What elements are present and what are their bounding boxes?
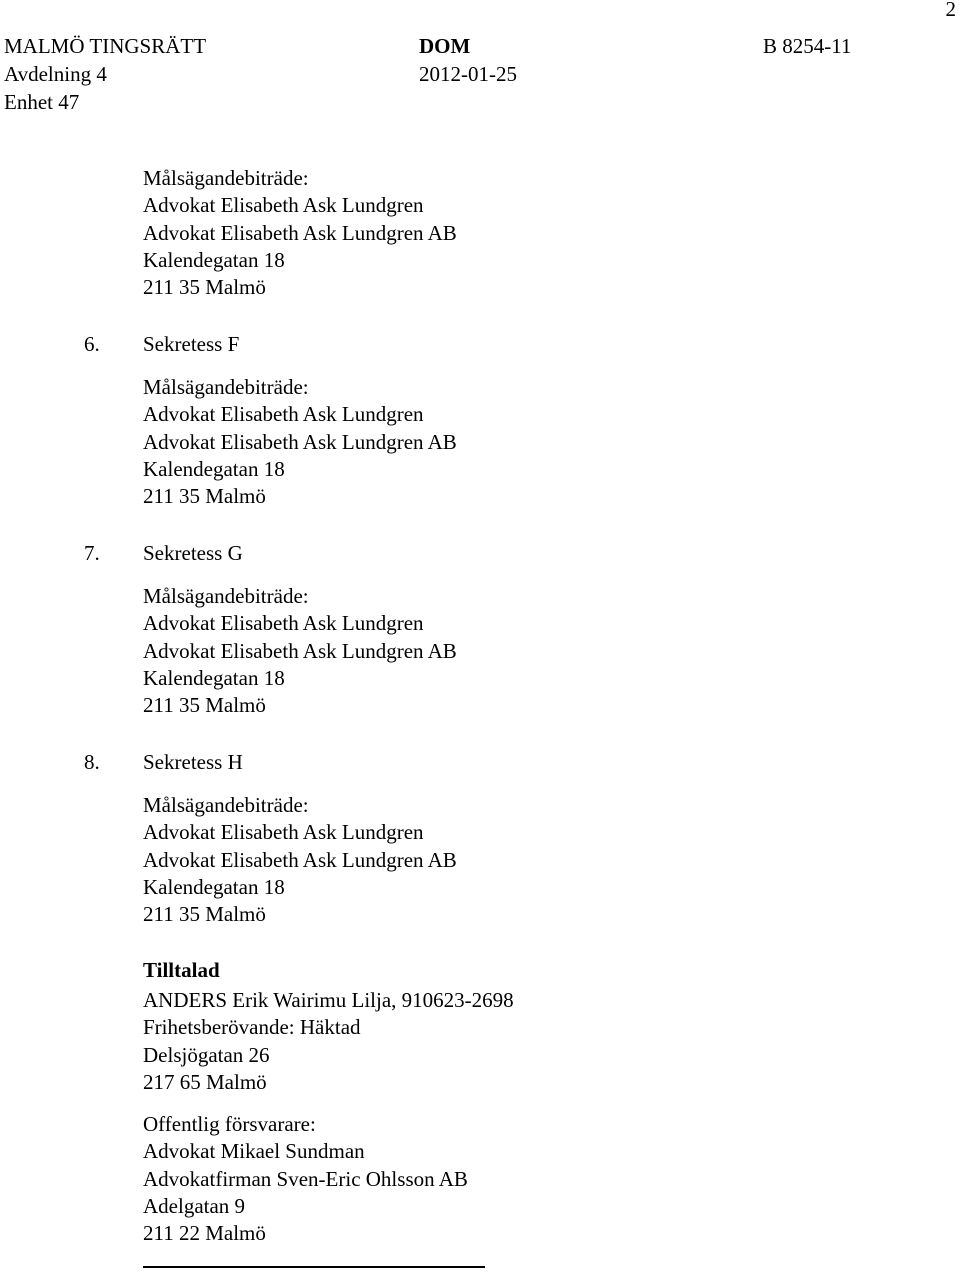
defense-counsel-name: Advokat Mikael Sundman	[143, 1139, 365, 1164]
item-title: Sekretess F	[143, 332, 240, 356]
counsel-block	[143, 165, 457, 301]
defendant-street: Delsjögatan 26	[143, 1042, 270, 1067]
defendant-custody: Frihetsberövande: Häktad	[143, 1015, 361, 1040]
document-type: DOM	[419, 34, 471, 58]
counsel-street: Kalendegatan 18	[143, 874, 285, 899]
court-unit: Enhet 47	[4, 90, 80, 114]
counsel-city: 211 35 Malmö	[143, 693, 266, 718]
counsel-firm: Advokat Elisabeth Ask Lundgren AB	[143, 847, 457, 872]
counsel-block	[143, 374, 457, 510]
case-number: B 8254-11	[763, 34, 852, 58]
defense-counsel-block	[143, 1111, 468, 1247]
counsel-role: Målsägandebiträde:	[143, 375, 309, 399]
counsel-firm: Advokat Elisabeth Ask Lundgren AB	[143, 429, 457, 454]
counsel-role: Målsägandebiträde:	[143, 166, 309, 190]
item-number: 6.	[84, 332, 100, 356]
counsel-city: 211 35 Malmö	[143, 484, 266, 509]
item-title: Sekretess G	[143, 541, 243, 565]
counsel-city: 211 35 Malmö	[143, 902, 266, 927]
counsel-block	[143, 583, 457, 719]
counsel-street: Kalendegatan 18	[143, 247, 285, 272]
section-divider	[143, 1266, 485, 1268]
court-division: Avdelning 4	[4, 62, 107, 86]
item-number: 7.	[84, 541, 100, 565]
defendant-name: ANDERS Erik Wairimu Lilja, 910623-2698	[143, 988, 514, 1012]
counsel-name: Advokat Elisabeth Ask Lundgren	[143, 611, 424, 636]
counsel-name: Advokat Elisabeth Ask Lundgren	[143, 193, 424, 218]
defendant-details	[143, 987, 514, 1096]
defendant-city: 217 65 Malmö	[143, 1069, 267, 1094]
counsel-role: Målsägandebiträde:	[143, 793, 309, 817]
defense-counsel-role: Offentlig försvarare:	[143, 1112, 316, 1136]
counsel-role: Målsägandebiträde:	[143, 584, 309, 608]
counsel-firm: Advokat Elisabeth Ask Lundgren AB	[143, 638, 457, 663]
defense-counsel-street: Adelgatan 9	[143, 1193, 246, 1218]
counsel-name: Advokat Elisabeth Ask Lundgren	[143, 402, 424, 427]
defense-counsel-city: 211 22 Malmö	[143, 1221, 266, 1246]
page-number: 2	[945, 0, 956, 21]
counsel-street: Kalendegatan 18	[143, 456, 285, 481]
document-date: 2012-01-25	[419, 62, 517, 86]
counsel-firm: Advokat Elisabeth Ask Lundgren AB	[143, 220, 457, 245]
counsel-name: Advokat Elisabeth Ask Lundgren	[143, 820, 424, 845]
defendant-block	[143, 957, 220, 984]
court-name: MALMÖ TINGSRÄTT	[4, 34, 207, 58]
item-number: 8.	[84, 750, 100, 774]
defendant-heading: Tilltalad	[143, 958, 220, 982]
item-title: Sekretess H	[143, 750, 243, 774]
counsel-street: Kalendegatan 18	[143, 665, 285, 690]
counsel-city: 211 35 Malmö	[143, 275, 266, 300]
counsel-block	[143, 792, 457, 928]
defense-counsel-firm: Advokatfirman Sven-Eric Ohlsson AB	[143, 1166, 468, 1191]
